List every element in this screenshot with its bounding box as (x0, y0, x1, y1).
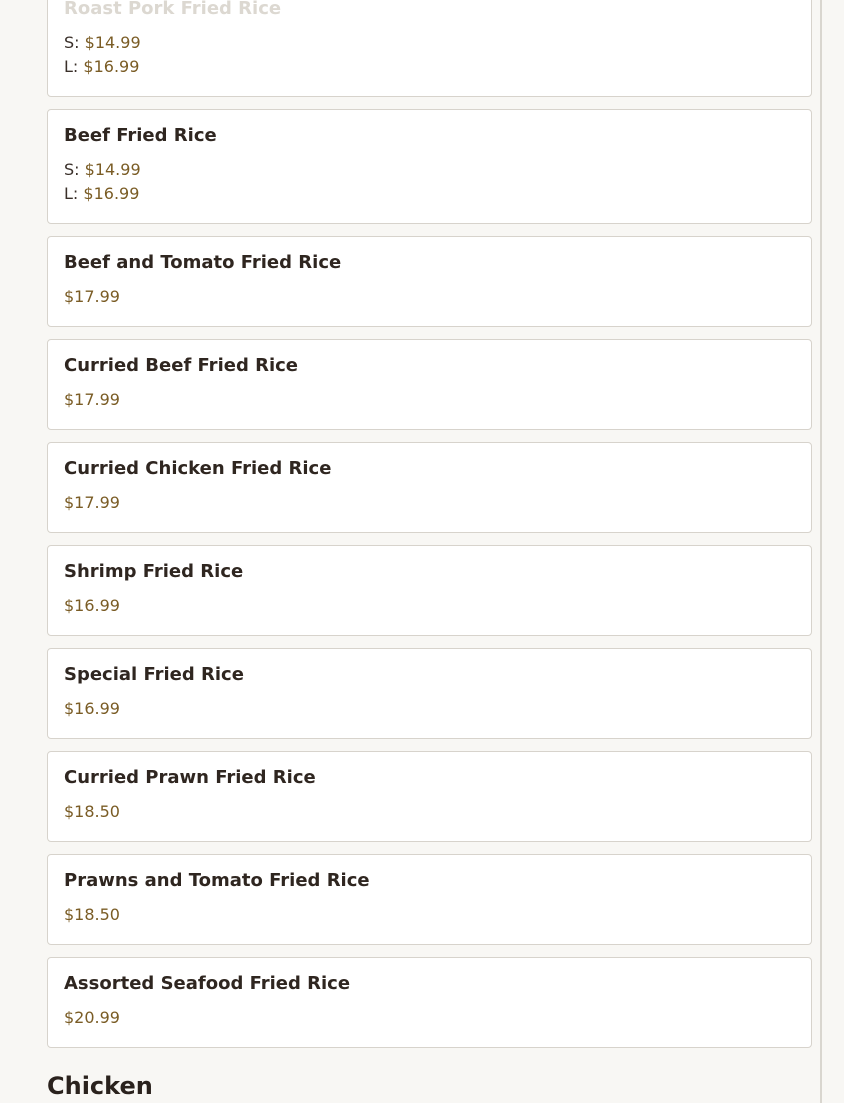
menu-item-prices (64, 903, 795, 927)
price: $16.99 (83, 57, 140, 76)
menu-item-name: Prawns and Tomato Fried Rice (64, 870, 370, 891)
price: $18.50 (64, 802, 120, 821)
menu-item-name: Curried Beef Fried Rice (64, 355, 298, 376)
size-label: L: (64, 57, 79, 76)
menu-item-prices (64, 697, 795, 721)
size-price-line (64, 55, 795, 79)
menu-item-card[interactable] (47, 751, 812, 842)
menu-item-name: Roast Pork Fried Rice (64, 0, 282, 19)
menu-item-card[interactable] (47, 442, 812, 533)
menu-item-prices (64, 594, 795, 618)
menu-item-card[interactable] (47, 236, 812, 327)
menu-item-card[interactable] (47, 109, 812, 224)
menu-item-name: Curried Prawn Fried Rice (64, 767, 316, 788)
menu-item-prices (64, 1006, 795, 1030)
price: $16.99 (64, 699, 120, 718)
menu-item-name: Special Fried Rice (64, 664, 244, 685)
price: $17.99 (64, 287, 120, 306)
size-label: L: (64, 184, 79, 203)
size-price-line (64, 182, 795, 206)
menu-item-prices (64, 491, 795, 515)
menu-item-list (47, 0, 812, 1060)
price: $18.50 (64, 905, 120, 924)
menu-item-card[interactable] (47, 854, 812, 945)
menu-item-card[interactable] (47, 648, 812, 739)
menu-item-name: Beef and Tomato Fried Rice (64, 252, 342, 273)
price: $16.99 (64, 596, 120, 615)
menu-item-card[interactable] (47, 0, 812, 97)
menu-item-prices (64, 800, 795, 824)
menu-item-card[interactable] (47, 957, 812, 1048)
menu-item-prices (64, 31, 795, 79)
price: $14.99 (84, 160, 141, 179)
size-price-line (64, 158, 795, 182)
menu-item-prices (64, 285, 795, 309)
price: $20.99 (64, 1008, 120, 1027)
menu-item-prices (64, 388, 795, 412)
size-label: S: (64, 33, 80, 52)
price: $17.99 (64, 390, 120, 409)
menu-item-name: Curried Chicken Fried Rice (64, 458, 332, 479)
price: $16.99 (83, 184, 140, 203)
menu-item-card[interactable] (47, 545, 812, 636)
menu-item-name: Assorted Seafood Fried Rice (64, 973, 351, 994)
menu-item-name: Beef Fried Rice (64, 125, 217, 146)
category-heading: Chicken (47, 1072, 153, 1100)
size-price-line (64, 31, 795, 55)
menu-item-card[interactable] (47, 339, 812, 430)
price: $17.99 (64, 493, 120, 512)
price: $14.99 (84, 33, 141, 52)
menu-item-prices (64, 158, 795, 206)
size-label: S: (64, 160, 80, 179)
menu-item-name: Shrimp Fried Rice (64, 561, 244, 582)
